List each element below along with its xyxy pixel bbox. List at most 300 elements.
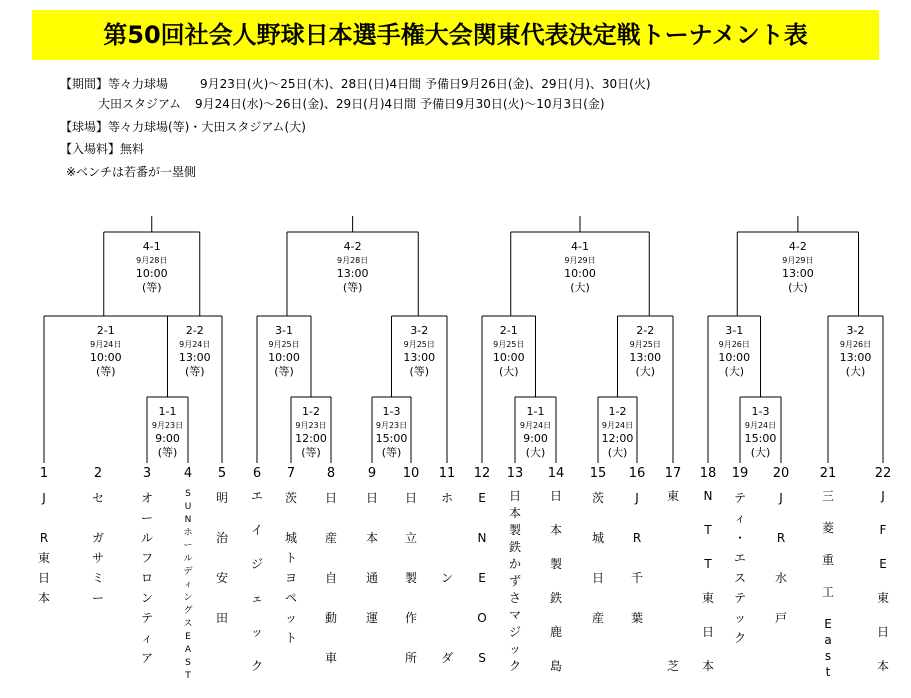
team-name-char [212, 588, 232, 608]
team-name-char: ッ [284, 611, 297, 625]
team-name-char: ク [250, 659, 263, 673]
team-number: 18 [699, 466, 717, 481]
match-1-2b-date: 9月24日 [601, 421, 634, 430]
team-number: 6 [252, 466, 262, 481]
team-number: 3 [142, 466, 152, 481]
team-name-char [437, 608, 457, 628]
match-2-2a-label: 2-2 [185, 324, 204, 337]
team-name-char: 本 [876, 659, 889, 673]
team-name-char [247, 607, 267, 624]
match-3-2a-venue: (等) [409, 365, 430, 378]
team-name-char: ロ [140, 571, 153, 585]
team-name-char: ホ [183, 528, 193, 538]
team-name-char: A [184, 645, 192, 655]
match-2-2a-date: 9月24日 [179, 340, 211, 349]
team-name-char [698, 573, 718, 590]
match-4-1b-time: 10:00 [564, 267, 596, 280]
team-name-char [698, 607, 718, 624]
team-name-char: 安 [215, 571, 228, 585]
match-4-2a-label: 4-2 [343, 240, 362, 253]
team-name-char: ジ [250, 557, 263, 571]
team-name-char [588, 548, 608, 568]
venue-info: 【球場】等々力球場(等)・大田スタジアム(大) [60, 120, 306, 134]
match-1-2b-label: 1-2 [608, 405, 627, 418]
match-3-1a-time: 10:00 [268, 351, 300, 364]
team-name-char: N [477, 531, 487, 545]
team-name-char [663, 573, 683, 590]
match-1-1b-time: 9:00 [523, 432, 548, 445]
team-name-char: 通 [365, 571, 378, 585]
team-name-char: 作 [404, 611, 417, 625]
team-name-char [362, 508, 382, 528]
team-name-char: 茨 [591, 491, 604, 505]
team-name-char: テ [733, 491, 746, 505]
team-name-char [401, 588, 421, 608]
team-name-char: J [42, 491, 46, 505]
team-name-char [437, 588, 457, 608]
team-name-char: J [881, 489, 885, 503]
team-name-char: 水 [774, 571, 787, 585]
team-name-char: 千 [630, 571, 643, 585]
team-name [401, 488, 421, 668]
team-name-char [663, 539, 683, 556]
team-name-char [546, 607, 566, 624]
team-name-char [546, 539, 566, 556]
match-2-1a-time: 10:00 [89, 351, 122, 364]
team-name-char: ヨ [284, 571, 297, 585]
team-name-char: ク [733, 631, 746, 645]
team-name-char: 日 [324, 491, 337, 505]
team-name-char: 本 [365, 531, 378, 545]
team-name-char [663, 522, 683, 539]
team-name-char: ッ [250, 625, 263, 639]
team-name-char: オ [140, 491, 153, 505]
match-2-2a-time: 13:00 [178, 351, 211, 364]
team-number: 9 [367, 466, 377, 481]
team-name-char: 日 [876, 625, 889, 639]
team-name-char: S [478, 651, 486, 665]
team-name-char: S [185, 489, 191, 499]
team-name-char: 城 [591, 531, 604, 545]
team-name-char: 製 [549, 557, 562, 571]
team-name-char: エ [250, 489, 263, 503]
match-3-2b-label: 3-2 [846, 324, 865, 337]
team-name-char: ス [733, 571, 746, 585]
team-name-char: N [184, 515, 192, 525]
team-name-char [437, 548, 457, 568]
team-name [698, 488, 718, 675]
team-name-char: 本 [701, 659, 714, 673]
team-name-char [771, 508, 791, 528]
match-2-1a-venue: (等) [95, 365, 116, 378]
team-name-char [472, 588, 492, 608]
team-name [730, 488, 750, 648]
team-name-char: ホ [440, 491, 453, 505]
team-name-char [437, 508, 457, 528]
team-name-char: ン [183, 593, 193, 603]
team-number: 10 [402, 466, 420, 481]
team-name-char: 治 [215, 531, 228, 545]
team-name-char: セ [91, 491, 104, 505]
team-name-char: E [824, 617, 832, 631]
team-name-char [281, 508, 301, 528]
team-name-char [663, 607, 683, 624]
team-name-char [663, 624, 683, 641]
team-name-char [437, 628, 457, 648]
team-name-char: 東 [666, 489, 679, 503]
team-name-char [472, 508, 492, 528]
team-name-char: 運 [365, 611, 378, 625]
match-3-1b-label: 3-1 [725, 324, 744, 337]
team-name-char: O [477, 611, 487, 625]
team-name-char: フ [140, 551, 153, 565]
team-name-char: 葉 [630, 611, 643, 625]
match-4-2b-venue: (大) [788, 281, 808, 294]
page-title: 第50回社会人野球日本選手権大会関東代表決定戦トーナメント表 [32, 10, 879, 60]
match-1-3a-label: 1-3 [382, 405, 401, 418]
team-name-char: ジ [508, 625, 521, 639]
match-4-1a-time: 10:00 [135, 267, 168, 280]
team-name-char: 鉄 [508, 540, 521, 554]
team-name-char: E [185, 632, 191, 642]
match-2-1a-date: 9月24日 [90, 340, 122, 349]
match-3-1b-date: 9月26日 [718, 340, 750, 349]
team-number: 21 [819, 466, 837, 481]
team-name-char: S [185, 658, 191, 668]
team-name-char: ェ [250, 591, 263, 605]
team-name [281, 488, 301, 648]
team-name-char [771, 548, 791, 568]
team-name-char [88, 508, 108, 528]
team-name-char [546, 505, 566, 522]
match-2-1b-date: 9月25日 [493, 340, 525, 349]
match-1-3a-time: 15:00 [375, 432, 408, 445]
match-1-3b-venue: (大) [750, 446, 771, 459]
team-name-char [873, 505, 893, 522]
team-name-char: 島 [549, 659, 562, 673]
team-name-char [247, 573, 267, 590]
team-name-char: ィ [183, 580, 193, 590]
match-1-2a-label: 1-2 [302, 405, 320, 418]
match-3-1a-date: 9月25日 [268, 340, 300, 349]
team-name-char: か [508, 557, 521, 571]
team-name-char: ク [508, 659, 521, 673]
team-name-char: 東 [701, 591, 714, 605]
bench-note: ※ベンチは若番が一塁側 [66, 165, 197, 179]
match-3-2b-time: 13:00 [839, 351, 872, 364]
team-name-char: ガ [91, 531, 104, 545]
team-name-char [873, 641, 893, 658]
match-1-1a-time: 9:00 [155, 432, 180, 445]
team-name-char [663, 590, 683, 607]
team-name-char [663, 556, 683, 573]
team-name [437, 488, 457, 668]
admission-info: 【入場料】無料 [60, 142, 145, 156]
team-name [137, 488, 157, 668]
team-name-char [873, 607, 893, 624]
match-2-1b-label: 2-1 [499, 324, 518, 337]
match-1-2a-date: 9月23日 [295, 421, 327, 430]
match-1-2a-venue: (等) [301, 446, 321, 459]
team-name [212, 488, 232, 628]
match-3-1a-venue: (等) [274, 365, 294, 378]
match-4-2a-time: 13:00 [336, 267, 369, 280]
team-name-char: 本 [549, 523, 562, 537]
team-name-char: 日 [404, 491, 417, 505]
team-name-char [362, 548, 382, 568]
match-4-2a-venue: (等) [342, 281, 363, 294]
team-name-char [401, 508, 421, 528]
team-name-char: 戸 [774, 611, 787, 625]
team-name [178, 488, 198, 683]
team-name-char: 田 [215, 611, 228, 625]
period-dates-1: 9月23日(火)～25日(木)、28日(日)4日間 予備日9月26日(金)、29日(月)、30日(火) [200, 77, 651, 91]
team-number: 17 [664, 466, 682, 481]
team-name-char: テ [140, 611, 153, 625]
team-number: 8 [326, 466, 336, 481]
team-name-char [818, 568, 838, 584]
team-name [34, 488, 54, 608]
match-1-3a-date: 9月23日 [375, 421, 408, 430]
match-3-1b-time: 10:00 [718, 351, 751, 364]
team-name-char: U [184, 502, 192, 512]
team-name-char: 製 [404, 571, 417, 585]
team-name-char [818, 504, 838, 520]
team-name-char [34, 508, 54, 528]
team-number: 15 [589, 466, 607, 481]
team-name-char: t [825, 665, 831, 679]
team-name-char: ト [284, 551, 297, 565]
team-name-char: 芝 [666, 659, 679, 673]
team-name-char: E [478, 491, 486, 505]
team-name [472, 488, 492, 668]
match-4-1a-date: 9月28日 [136, 256, 168, 265]
team-name-char [546, 573, 566, 590]
team-name-char: 産 [591, 611, 604, 625]
team-name-char: イ [250, 523, 263, 537]
team-name-char [698, 539, 718, 556]
team-number: 1 [39, 466, 49, 481]
team-name-char [212, 508, 232, 528]
team-number: 16 [628, 466, 646, 481]
team-name-char [247, 641, 267, 658]
team-name-char [437, 528, 457, 548]
team-name [321, 488, 341, 668]
team-name-char [663, 505, 683, 522]
team-name-char: さ [508, 591, 521, 605]
team-number: 4 [183, 466, 193, 481]
team-name-char: グ [183, 606, 193, 616]
match-3-1b-venue: (大) [724, 365, 745, 378]
team-number: 11 [438, 466, 456, 481]
team-name-char: ダ [440, 651, 453, 665]
team-name-char [771, 588, 791, 608]
match-1-1a-venue: (等) [157, 446, 178, 459]
bracket-labels [90, 240, 871, 459]
team-name-char [818, 536, 838, 552]
team-name-char: 工 [821, 585, 834, 599]
match-3-2a-time: 13:00 [403, 351, 436, 364]
team-name-char: ミ [91, 571, 104, 585]
match-1-1b-label: 1-1 [526, 405, 545, 418]
match-1-2a-time: 12:00 [295, 432, 327, 445]
team-name [663, 488, 683, 675]
match-1-3b-date: 9月24日 [744, 421, 777, 430]
match-2-2b-venue: (大) [635, 365, 656, 378]
match-1-3b-time: 15:00 [744, 432, 777, 445]
team-name-char: ル [140, 531, 153, 545]
team-name-char: F [879, 523, 887, 537]
team-name-char: 本 [508, 506, 521, 520]
team-name-char: 製 [508, 523, 521, 537]
match-1-1a-date: 9月23日 [151, 421, 184, 430]
team-name-char: ペ [284, 591, 297, 605]
match-4-2a-date: 9月28日 [336, 256, 369, 265]
team-name-char: J [779, 491, 783, 505]
team-name-char [873, 539, 893, 556]
team-name-char: テ [733, 591, 746, 605]
team-name-char: E [879, 557, 887, 571]
team-name-char: s [824, 649, 832, 663]
team-name-char: 東 [876, 591, 889, 605]
team-name [362, 488, 382, 628]
team-name [247, 488, 267, 675]
team-name-char: 日 [508, 489, 521, 503]
match-1-3a-venue: (等) [381, 446, 402, 459]
match-1-1a-label: 1-1 [158, 405, 177, 418]
match-1-2b-venue: (大) [607, 446, 628, 459]
team-number: 14 [547, 466, 565, 481]
team-name-char: R [776, 531, 786, 545]
team-name-char: ッ [733, 611, 746, 625]
match-2-2b-time: 13:00 [629, 351, 662, 364]
team-name-char [321, 588, 341, 608]
team-name-char: 車 [324, 651, 337, 665]
match-4-2b-label: 4-2 [788, 240, 807, 253]
team-name-char [546, 641, 566, 658]
team-name-char [698, 641, 718, 658]
match-1-2b-time: 12:00 [601, 432, 634, 445]
team-name-char: R [632, 531, 642, 545]
team-name-char [247, 505, 267, 522]
team-name [873, 488, 893, 675]
team-name-char [627, 548, 647, 568]
team-name-char: J [635, 491, 639, 505]
team-name [771, 488, 791, 628]
match-4-1b-label: 4-1 [571, 240, 589, 253]
team-name-char: ア [140, 651, 153, 665]
team-name-char: サ [91, 551, 104, 565]
team-name-char: デ [183, 567, 193, 577]
match-2-1b-venue: (大) [498, 365, 519, 378]
team-name-char: 産 [324, 531, 337, 545]
team-name-char: E [478, 571, 486, 585]
match-3-1a-label: 3-1 [275, 324, 293, 337]
team-name-char: ー [91, 591, 104, 605]
team-name-char: 明 [215, 491, 228, 505]
match-3-2b-venue: (大) [845, 365, 866, 378]
team-name-char [321, 508, 341, 528]
team-name-char: T [185, 671, 191, 681]
team-name-char [663, 641, 683, 658]
team-number: 5 [217, 466, 227, 481]
match-4-1b-date: 9月29日 [564, 256, 596, 265]
team-name-char: 三 [821, 489, 834, 503]
team-name-char: 鹿 [549, 625, 562, 639]
team-name-char: 自 [324, 571, 337, 585]
team-name-char [321, 628, 341, 648]
team-name-char: N [703, 489, 713, 503]
team-name [588, 488, 608, 628]
team-name-char: 茨 [284, 491, 297, 505]
team-number: 22 [874, 466, 892, 481]
team-name-char: エ [733, 551, 746, 565]
period-dates-2: 9月24日(水)～26日(金)、29日(月)4日間 予備日9月30日(火)～10月3日(金) [195, 97, 605, 111]
team-name-char: 所 [404, 651, 417, 665]
team-number: 19 [731, 466, 749, 481]
team-name [88, 488, 108, 608]
team-name-char: T [704, 557, 712, 571]
team-name-char: ル [183, 554, 193, 564]
match-2-1a-label: 2-1 [96, 324, 115, 337]
match-4-1b-venue: (大) [570, 281, 590, 294]
team-name-char: 城 [284, 531, 297, 545]
match-1-1b-venue: (大) [525, 446, 546, 459]
match-1-3b-label: 1-3 [751, 405, 770, 418]
team-number: 12 [473, 466, 491, 481]
match-2-2b-label: 2-2 [636, 324, 655, 337]
team-name-char [362, 588, 382, 608]
team-name-char [873, 573, 893, 590]
team-name-char: 日 [701, 625, 714, 639]
team-name [546, 488, 566, 675]
match-4-1a-venue: (等) [141, 281, 162, 294]
match-2-2b-date: 9月25日 [629, 340, 661, 349]
team-name-char: ー [140, 511, 153, 525]
team-number: 13 [506, 466, 524, 481]
team-name-char: a [824, 633, 832, 647]
match-4-2b-date: 9月29日 [782, 256, 814, 265]
team-name-char: ン [440, 571, 453, 585]
team-name-char [627, 588, 647, 608]
period-venue-2: 大田スタジアム [98, 97, 182, 111]
period-venue-1: 等々力球場 [108, 77, 169, 91]
match-2-1b-time: 10:00 [492, 351, 525, 364]
match-3-2b-date: 9月26日 [839, 340, 872, 349]
team-name-char: ト [284, 631, 297, 645]
team-name-char: 鉄 [549, 591, 562, 605]
match-2-2a-venue: (等) [184, 365, 205, 378]
team-name-char [588, 588, 608, 608]
team-name [627, 488, 647, 628]
team-name-char [401, 628, 421, 648]
match-3-2a-date: 9月25日 [403, 340, 435, 349]
team-name-char: ー [183, 541, 193, 551]
team-number: 20 [772, 466, 790, 481]
team-name [818, 488, 838, 680]
team-name-char [588, 508, 608, 528]
match-4-1a-label: 4-1 [142, 240, 161, 253]
team-name-char: 日 [365, 491, 378, 505]
team-name-char: マ [508, 608, 521, 622]
team-name-char: 重 [821, 553, 834, 567]
team-name-char: ッ [508, 642, 521, 656]
team-name-char: 日 [37, 571, 50, 585]
match-3-2a-label: 3-2 [410, 324, 429, 337]
team-name-char: 立 [404, 531, 417, 545]
team-name-char [212, 548, 232, 568]
team-name [505, 488, 525, 675]
